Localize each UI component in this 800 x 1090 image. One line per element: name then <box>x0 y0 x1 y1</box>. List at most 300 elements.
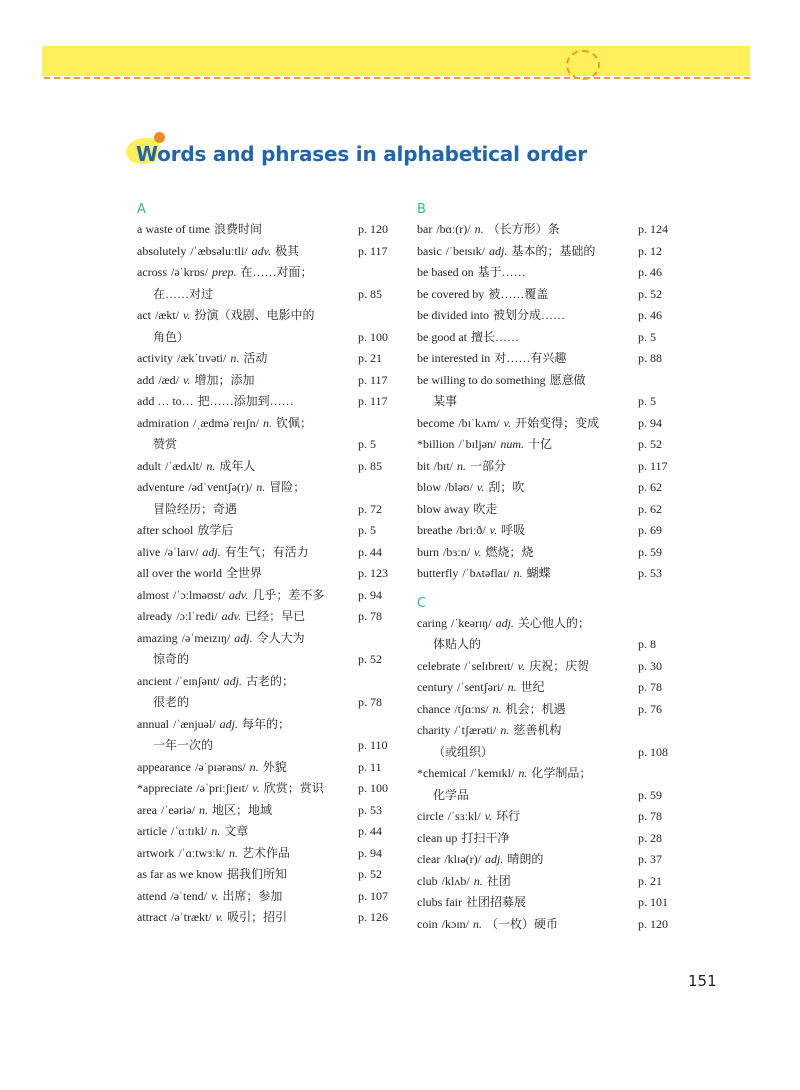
page-ref: p. 5 <box>358 523 376 537</box>
page-ref-blank <box>638 763 674 785</box>
definition: 把……添加到…… <box>197 394 294 408</box>
definition: 每年的； <box>242 716 291 731</box>
entry-line <box>417 434 674 456</box>
entry-line-continued <box>137 692 394 714</box>
part-of-speech: n. <box>500 723 510 737</box>
entry-text-continued <box>137 499 358 521</box>
entry-text-continued <box>137 735 358 757</box>
headword: charity <box>417 723 451 737</box>
definition: 有生气；有活力 <box>224 544 309 559</box>
headword: century <box>417 680 453 694</box>
entry-text <box>417 456 638 478</box>
glossary-entry <box>137 778 394 800</box>
entry-line-continued <box>417 785 674 807</box>
entry-line <box>417 720 674 742</box>
part-of-speech: n. <box>457 458 467 473</box>
glossary-entry <box>417 477 674 499</box>
entry-line <box>417 892 674 914</box>
headword: amazing <box>137 630 178 645</box>
part-of-speech: n. <box>513 566 523 580</box>
part-of-speech: adj. <box>234 630 253 645</box>
phonetic: /ɔːlˈredi/ <box>176 609 218 623</box>
entry-text <box>137 477 358 499</box>
entry-text <box>417 284 638 306</box>
phonetic: /bɪˈkʌm/ <box>458 415 500 430</box>
headword: all over the world <box>137 566 222 580</box>
left-column <box>137 201 394 939</box>
phonetic: /əˈtrækt/ <box>170 910 212 924</box>
definition-continued: 化学品 <box>433 787 470 802</box>
part-of-speech: v. <box>517 658 526 673</box>
headword: be willing to do something <box>417 372 546 387</box>
entry-line <box>137 305 394 327</box>
headword: absolutely <box>137 243 187 258</box>
phonetic: /ˈkeərɪŋ/ <box>450 615 492 630</box>
entry-line <box>417 656 674 678</box>
phonetic: /bɪt/ <box>433 458 454 473</box>
part-of-speech: v. <box>215 910 224 924</box>
glossary-entry <box>417 284 674 306</box>
page-ref: p. 62 <box>638 501 662 516</box>
part-of-speech: v. <box>503 415 512 430</box>
headword: bit <box>417 458 430 473</box>
entry-text <box>137 907 358 929</box>
part-of-speech: n. <box>211 824 221 838</box>
headword: burn <box>417 544 439 559</box>
page-ref: p. 107 <box>358 888 388 903</box>
entry-line <box>137 628 394 650</box>
definition: 全世界 <box>225 566 262 580</box>
phonetic: /bɑː(r)/ <box>436 222 471 236</box>
glossary-entry <box>137 821 394 843</box>
page-ref: p. 94 <box>638 415 662 430</box>
page-ref: p. 44 <box>358 824 382 838</box>
headword: alive <box>137 544 161 559</box>
entry-line-continued <box>417 391 674 413</box>
phonetic: /ədˈventʃə(r)/ <box>188 480 253 494</box>
definition: 令人大为 <box>256 630 305 645</box>
entry-text <box>417 720 638 742</box>
entry-text <box>417 370 638 392</box>
definition: 燃烧；烧 <box>485 544 534 559</box>
page-ref-blank <box>638 370 674 392</box>
entry-text <box>417 892 638 914</box>
definition: （一枚）硬币 <box>486 916 559 931</box>
headword: breathe <box>417 523 453 537</box>
page-ref: p. 78 <box>358 609 382 623</box>
entry-line <box>137 391 394 413</box>
part-of-speech: n. <box>474 222 484 236</box>
part-of-speech: v. <box>183 372 191 387</box>
page-ref: p. 69 <box>638 523 662 537</box>
headword: become <box>417 415 455 430</box>
entry-line <box>417 871 674 893</box>
definition: 吹走 <box>473 501 498 516</box>
page-ref: p. 30 <box>638 658 662 673</box>
phonetic: /ˈkemɪkl/ <box>470 766 515 780</box>
headword: add <box>137 372 155 387</box>
entry-line <box>417 348 674 370</box>
glossary-entry <box>417 677 674 699</box>
definition-continued: 某事 <box>433 394 458 408</box>
page-ref: p. 100 <box>358 329 388 344</box>
part-of-speech: v. <box>210 888 219 903</box>
entry-text <box>137 714 358 736</box>
headword: clear <box>417 852 441 866</box>
part-of-speech: adv. <box>221 609 242 623</box>
glossary-entry <box>137 563 394 585</box>
page-ref: p. 5 <box>638 394 656 408</box>
glossary-entry <box>137 757 394 779</box>
entry-text <box>137 348 358 370</box>
headword: a waste of time <box>137 222 210 236</box>
part-of-speech: adj. <box>484 852 504 866</box>
definition: 擅长…… <box>471 329 520 344</box>
page-ref: p. 37 <box>638 852 662 866</box>
entry-text-continued <box>137 327 358 349</box>
page-ref-blank <box>358 628 394 650</box>
entry-text <box>417 219 638 241</box>
definition: 已经；早已 <box>245 609 306 623</box>
entry-text <box>417 348 638 370</box>
definition: 艺术作品 <box>241 845 290 860</box>
part-of-speech: num. <box>500 437 525 451</box>
definition: 十亿 <box>528 437 553 451</box>
page-ref: p. 85 <box>358 286 382 301</box>
headword: activity <box>137 351 173 365</box>
phonetic: /klɪə(r)/ <box>444 852 481 866</box>
glossary-entry <box>417 892 674 914</box>
headword: basic <box>417 243 442 258</box>
definition: 愿意做 <box>549 372 586 387</box>
phonetic: /ˈsentʃəri/ <box>456 680 504 694</box>
page-ref: p. 53 <box>358 802 382 817</box>
glossary-entry <box>417 914 674 936</box>
definition: 庆祝；庆贺 <box>529 658 590 673</box>
headword: artwork <box>137 845 175 860</box>
phonetic: /ækt/ <box>155 308 180 322</box>
glossary-entry <box>417 499 674 521</box>
glossary-entry <box>137 219 394 241</box>
title-block <box>126 134 596 174</box>
entry-line <box>137 843 394 865</box>
entry-text <box>417 305 638 327</box>
headword: adult <box>137 458 161 473</box>
phonetic: /ˈædʌlt/ <box>165 458 203 473</box>
entry-line <box>137 348 394 370</box>
entry-line <box>137 821 394 843</box>
page-ref: p. 5 <box>358 437 376 451</box>
definition: 地区；地域 <box>211 802 272 817</box>
phonetic: /ˌædməˈreɪʃn/ <box>192 415 259 430</box>
entry-text <box>137 563 358 585</box>
headword: after school <box>137 523 194 537</box>
entry-text <box>417 563 638 585</box>
definition: 增加；添加 <box>194 372 255 387</box>
page-ref-blank <box>358 413 394 435</box>
entry-line-continued <box>137 284 394 306</box>
headword: annual <box>137 716 169 731</box>
definition-continued: 冒险经历；奇遇 <box>153 501 238 516</box>
glossary-entry <box>417 241 674 263</box>
phonetic: /ˈeəriə/ <box>160 802 195 817</box>
page-ref: p. 46 <box>638 308 662 322</box>
page-ref: p. 94 <box>358 845 382 860</box>
definition: 蝴蝶 <box>526 566 551 580</box>
phonetic: /ˈænjuəl/ <box>173 716 216 731</box>
definition: 欣赏；赏识 <box>263 781 324 795</box>
part-of-speech: adj. <box>495 615 514 630</box>
page-ref: p. 117 <box>358 243 388 258</box>
definition: 几乎；差不多 <box>252 587 325 602</box>
entry-text <box>417 806 638 828</box>
definition-continued: 很老的 <box>153 695 190 709</box>
entry-line <box>137 477 394 499</box>
glossary-entry <box>417 871 674 893</box>
entry-line <box>417 520 674 542</box>
page-ref-blank <box>358 477 394 499</box>
page-ref: p. 100 <box>358 781 388 795</box>
entry-line <box>137 907 394 929</box>
part-of-speech: n. <box>473 873 483 888</box>
page-ref: p. 8 <box>638 637 656 651</box>
entry-line <box>137 520 394 542</box>
entry-line <box>137 563 394 585</box>
headword: *chemical <box>417 766 467 780</box>
glossary-entry <box>137 520 394 542</box>
definition: 外貌 <box>262 759 287 774</box>
entry-line <box>137 886 394 908</box>
part-of-speech: n. <box>518 766 528 780</box>
entry-text <box>137 456 358 478</box>
glossary-entry <box>417 327 674 349</box>
page-ref: p. 44 <box>358 544 382 559</box>
phonetic: /əˈlaɪv/ <box>164 544 199 559</box>
entry-line <box>137 542 394 564</box>
definition-continued: 惊奇的 <box>153 652 190 666</box>
entry-text <box>137 370 358 392</box>
entry-text <box>417 434 638 456</box>
definition: 开始变得；变成 <box>515 415 600 430</box>
entry-line <box>417 677 674 699</box>
entry-line <box>417 370 674 392</box>
definition: 一部分 <box>470 458 507 473</box>
definition: 极其 <box>275 243 300 258</box>
part-of-speech: n. <box>262 415 272 430</box>
phonetic: /ˈbʌtəflaɪ/ <box>462 566 510 580</box>
part-of-speech: n. <box>507 680 517 694</box>
phonetic: /æd/ <box>158 372 179 387</box>
definition: 被划分成…… <box>493 308 566 322</box>
page-ref: p. 120 <box>638 916 668 931</box>
headword: caring <box>417 615 447 630</box>
banner-dashed-loop <box>566 50 600 80</box>
headword: *appreciate <box>137 781 193 795</box>
entry-text <box>137 821 358 843</box>
entry-line <box>137 241 394 263</box>
entry-line-continued <box>137 434 394 456</box>
glossary-entry <box>417 542 674 564</box>
glossary-entry <box>137 800 394 822</box>
entry-text <box>137 778 358 800</box>
glossary-entry <box>137 305 394 348</box>
entry-text <box>417 677 638 699</box>
phonetic: /ˈeɪnʃənt/ <box>175 673 220 688</box>
entry-text <box>137 262 358 284</box>
headword: area <box>137 802 157 817</box>
headword: bar <box>417 222 433 236</box>
page-ref: p. 117 <box>638 458 668 473</box>
page-ref: p. 123 <box>358 566 388 580</box>
definition-continued: （或组织） <box>433 744 494 759</box>
entry-text-continued <box>417 634 638 656</box>
phonetic: /əˈpɪərəns/ <box>194 759 246 774</box>
definition: 呼吸 <box>501 523 526 537</box>
phonetic: /ˈbeɪsɪk/ <box>445 243 485 258</box>
glossary-entry <box>417 305 674 327</box>
glossary-entry <box>137 542 394 564</box>
entry-text-continued <box>137 649 358 671</box>
part-of-speech: v. <box>476 480 485 494</box>
page-ref: p. 117 <box>358 372 388 387</box>
entry-text <box>137 606 358 628</box>
page-ref: p. 101 <box>638 895 668 909</box>
entry-line <box>137 219 394 241</box>
section-letter: B <box>417 202 426 217</box>
page-ref-blank <box>638 613 674 635</box>
page-ref: p. 126 <box>358 910 388 924</box>
page-ref: p. 88 <box>638 351 662 365</box>
entry-line-continued <box>137 499 394 521</box>
headword: adventure <box>137 480 185 494</box>
banner-dashed-line <box>44 77 750 79</box>
definition: 社团 <box>486 873 511 888</box>
glossary-entry <box>417 219 674 241</box>
glossary-entry <box>417 456 674 478</box>
phonetic: /ˈɑːtɪkl/ <box>170 824 208 838</box>
phonetic: /ˈtʃærəti/ <box>454 723 497 737</box>
entry-text <box>137 671 358 693</box>
page-ref: p. 59 <box>638 544 662 559</box>
headword: add … to… <box>137 394 194 408</box>
entry-text <box>137 413 358 435</box>
phonetic: /əˈtend/ <box>170 888 207 903</box>
phonetic: /əˈpriːʃieɪt/ <box>196 781 249 795</box>
page-ref-blank <box>358 262 394 284</box>
section-a <box>137 201 394 929</box>
glossary-entry <box>417 763 674 806</box>
definition: 放学后 <box>197 523 234 537</box>
page-ref: p. 124 <box>638 222 668 236</box>
entry-text <box>417 828 638 850</box>
phonetic: /ˈɔːlməʊst/ <box>173 587 225 602</box>
entry-text <box>417 613 638 635</box>
entry-line <box>417 828 674 850</box>
section-c <box>417 595 674 936</box>
headword: across <box>137 265 167 279</box>
headword: as far as we know <box>137 867 223 881</box>
page-ref-blank <box>358 305 394 327</box>
entry-text <box>137 800 358 822</box>
headword: be covered by <box>417 286 485 301</box>
part-of-speech: adv. <box>251 243 272 258</box>
headword: circle <box>417 809 444 823</box>
entry-text <box>137 391 358 413</box>
definition: 机会；机遇 <box>505 701 566 716</box>
glossary-entry <box>417 699 674 721</box>
definition: 关心他人的； <box>517 615 590 630</box>
entry-text <box>417 871 638 893</box>
glossary-entry <box>137 606 394 628</box>
headword: be divided into <box>417 308 489 322</box>
phonetic: /bləʊ/ <box>445 480 473 494</box>
entry-text-continued <box>417 785 638 807</box>
page-ref: p. 53 <box>638 566 662 580</box>
entry-line <box>417 413 674 435</box>
part-of-speech: n. <box>228 845 238 860</box>
phonetic: /ˈbɪljən/ <box>458 437 497 451</box>
top-banner <box>0 46 800 82</box>
part-of-speech: v. <box>489 523 498 537</box>
definition: 文章 <box>224 824 249 838</box>
definition: 吸引；招引 <box>227 910 288 924</box>
phonetic: /briːð/ <box>456 523 486 537</box>
glossary-entry <box>417 413 674 435</box>
glossary-entry <box>137 671 394 714</box>
entry-line <box>417 563 674 585</box>
entry-line <box>417 914 674 936</box>
entry-text-continued <box>137 692 358 714</box>
page-ref: p. 78 <box>358 695 382 709</box>
headword: attend <box>137 888 167 903</box>
glossary-entry <box>417 434 674 456</box>
entry-text <box>137 241 358 263</box>
entry-text <box>417 413 638 435</box>
page-ref: p. 117 <box>358 394 388 408</box>
page-ref: p. 120 <box>358 222 388 236</box>
glossary-entry <box>137 907 394 929</box>
definition: 世纪 <box>520 680 545 694</box>
entry-text <box>417 262 638 284</box>
glossary-entry <box>417 828 674 850</box>
glossary-entry <box>137 714 394 757</box>
glossary-entry <box>137 585 394 607</box>
headword: club <box>417 873 438 888</box>
entry-line <box>137 778 394 800</box>
right-column <box>417 201 674 945</box>
definition-continued: 在……对过 <box>153 286 214 301</box>
entry-line <box>417 499 674 521</box>
entry-line <box>417 477 674 499</box>
page-ref: p. 52 <box>638 437 662 451</box>
definition: 扮演（戏剧、电影中的 <box>194 308 315 322</box>
page-ref: p. 72 <box>358 501 382 516</box>
definition: 化学制品； <box>531 766 592 780</box>
definition: 被……覆盖 <box>488 286 549 301</box>
headword: be good at <box>417 329 467 344</box>
entry-text <box>137 757 358 779</box>
page-ref: p. 21 <box>358 351 382 365</box>
glossary-entry <box>137 391 394 413</box>
entry-text <box>137 542 358 564</box>
entry-line <box>417 305 674 327</box>
definition: 晴朗的 <box>507 852 544 866</box>
part-of-speech: adj. <box>223 673 242 688</box>
definition: 环行 <box>496 809 521 823</box>
page-ref-blank <box>358 671 394 693</box>
entry-line <box>137 456 394 478</box>
phonetic: /əˈkrɒs/ <box>171 265 208 279</box>
